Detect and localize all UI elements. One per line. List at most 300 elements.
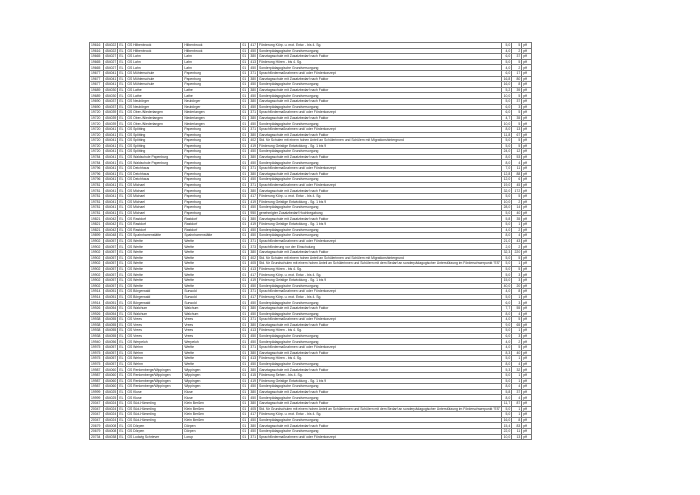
table-cell: 80 xyxy=(512,76,522,82)
table-cell: 19720 xyxy=(90,143,104,149)
table-cell: EL xyxy=(118,373,126,379)
table-cell: 6,0 xyxy=(502,104,512,110)
table-cell: EL xyxy=(118,328,126,334)
table-cell: pff xyxy=(522,395,532,401)
table-cell: 380 xyxy=(250,322,256,327)
table-cell: 5 xyxy=(512,110,522,116)
table-cell: Lathe xyxy=(183,87,241,93)
table-cell: pff xyxy=(522,82,532,88)
table-cell: 1 xyxy=(512,328,522,334)
table-cell: Papenburg xyxy=(183,154,241,160)
table-cell: Papenburg xyxy=(183,182,241,188)
table-cell: Wippingen xyxy=(183,373,241,379)
table-cell: GS Börgerwald xyxy=(126,289,183,295)
table-cell: pff xyxy=(522,216,532,222)
table-cell: 454039 xyxy=(105,115,117,120)
table-cell: Werlte xyxy=(183,261,241,267)
table-cell: Förderung Körp. u. mot. Entw. - bis 4. Sg. xyxy=(258,43,502,49)
table-cell: 32 xyxy=(512,367,522,373)
table-cell: 35 xyxy=(512,115,522,121)
table-cell: 6,0 xyxy=(502,70,512,76)
table-cell: 01 xyxy=(241,138,249,144)
table-cell: 19987 xyxy=(90,373,104,379)
table-cell: pff xyxy=(522,322,532,328)
table-cell: EL xyxy=(118,428,126,434)
table-cell: GS Werlte xyxy=(126,244,183,250)
table-cell: EL xyxy=(118,188,126,194)
table-cell: pff xyxy=(522,356,532,362)
table-cell: 454041 xyxy=(105,160,117,165)
table-cell: 450 xyxy=(250,429,256,434)
table-cell: pff xyxy=(522,233,532,239)
table-cell: 9,0 xyxy=(502,322,512,328)
table-cell: Papenburg xyxy=(183,194,241,200)
table-cell: 450 xyxy=(250,121,256,126)
table-cell: 454041 xyxy=(105,166,117,171)
table-cell: 454057 xyxy=(105,345,117,350)
table-cell: 454025 xyxy=(105,390,117,394)
table-cell: pff xyxy=(522,272,532,278)
table-cell: pff xyxy=(522,199,532,205)
table-cell: 454041 xyxy=(105,188,117,193)
table-cell: 454041 xyxy=(105,132,117,137)
table-cell: GS Mühlenschule xyxy=(126,82,183,88)
table-cell: pff xyxy=(522,361,532,367)
table-cell: 454041 xyxy=(105,205,117,210)
table-cell: EL xyxy=(118,132,126,138)
table-cell: 8,0 xyxy=(502,126,512,132)
table-cell: Klein Berßen xyxy=(183,417,241,423)
table-cell: 5,0 xyxy=(502,412,512,418)
table-cell: 01 xyxy=(241,300,249,306)
table-cell: 371 xyxy=(250,434,256,439)
table-cell: GS Lathe xyxy=(126,87,183,93)
table-cell: GS Dörpen xyxy=(126,423,183,429)
table-cell: 454057 xyxy=(105,272,117,277)
table-cell: pff xyxy=(522,333,532,339)
table-cell: 01 xyxy=(241,294,249,300)
table-cell: 454037 xyxy=(105,104,117,109)
table-cell: 5,8 xyxy=(502,216,512,222)
table-cell: pff xyxy=(522,238,532,244)
table-cell: 01 xyxy=(241,406,249,412)
table-cell: 19,0 xyxy=(503,183,511,188)
table-cell: 5,2 xyxy=(502,87,512,93)
table-cell: Sprachfördermaßnahmen und/ oder Förderkonzept xyxy=(258,238,502,244)
table-cell: 01 xyxy=(241,43,249,49)
table-cell: EL xyxy=(118,356,126,362)
table-cell: GS Süd-Hümmling xyxy=(126,412,183,418)
table-cell: Sprachfördermaßnahmen und/ oder Förderkonzept xyxy=(258,317,502,323)
table-cell: 450 xyxy=(250,205,256,210)
table-cell: 5,0 xyxy=(502,328,512,334)
table-cell: 454055 xyxy=(105,317,117,322)
table-cell: Papenburg xyxy=(183,126,241,132)
table-cell: EL xyxy=(118,177,126,183)
table-cell: EL xyxy=(118,160,126,166)
table-cell: Ganztagsschule mit Zusatzbedarf nach Faktor xyxy=(258,76,502,82)
table-cell: 19720 xyxy=(90,149,104,155)
table-cell: 01 xyxy=(241,289,249,295)
table-cell: 37 xyxy=(512,98,522,104)
table-cell: Papenburg xyxy=(183,166,241,172)
table-cell: Sonderpädagogische Grundversorgung xyxy=(258,121,502,127)
table-cell: Werlte xyxy=(183,255,241,261)
table-cell: 8,0 xyxy=(502,160,512,166)
table-cell: pff xyxy=(522,227,532,233)
table-cell: Rastdorf xyxy=(183,216,241,222)
table-cell: 19781 xyxy=(90,199,104,205)
table-cell: pff xyxy=(522,182,532,188)
table-cell: 5 xyxy=(512,266,522,272)
table-cell: GS Lahn xyxy=(126,59,183,65)
table-cell: GS Waldschule Papenburg xyxy=(126,154,183,160)
table-cell: Kluse xyxy=(183,389,241,395)
table-cell: 01 xyxy=(241,93,249,99)
table-cell: 39 xyxy=(512,87,522,93)
table-cell: Förderung Geistige Entwicklung - Sg. 1 bis 9 xyxy=(258,199,502,205)
table-cell: 01 xyxy=(241,434,249,440)
table-cell: 419 xyxy=(250,378,256,383)
table-cell: 01 xyxy=(241,65,249,71)
table-cell: 454041 xyxy=(105,177,117,182)
table-cell: EL xyxy=(118,395,126,401)
table-cell: 454025 xyxy=(105,395,117,400)
table-cell: 01 xyxy=(241,166,249,172)
table-cell: 1 xyxy=(512,378,522,384)
table-cell: Papenburg xyxy=(183,143,241,149)
table-cell: Sonderpädagogische Grundversorgung xyxy=(258,149,502,155)
table-cell: 4,0 xyxy=(502,317,512,323)
table-cell: 5,0 xyxy=(502,98,512,104)
table-cell: 20047 xyxy=(90,406,104,412)
table-cell: pff xyxy=(522,261,532,267)
table-cell: 1 xyxy=(512,356,522,362)
table-cell: EL xyxy=(118,93,126,99)
table-cell: 454057 xyxy=(105,283,117,288)
table-cell: 419 xyxy=(250,222,256,227)
table-cell: Sonderpädagogische Grundversorgung xyxy=(258,300,502,306)
table-cell: 20 xyxy=(512,283,522,289)
table-cell: 01 xyxy=(241,76,249,82)
table-cell: Ganztagsschule mit Zusatzbedarf nach Faktor xyxy=(258,188,502,194)
table-cell: 5 xyxy=(512,59,522,65)
table-cell: Sonderpädagogische Grundversorgung xyxy=(258,48,502,54)
table-cell: 19902 xyxy=(90,238,104,244)
table-cell: 380 xyxy=(250,188,256,193)
table-cell: EL xyxy=(118,59,126,65)
table-cell: 454027 xyxy=(105,59,117,64)
table-cell: EL xyxy=(118,182,126,188)
table-cell: 2 xyxy=(512,227,522,233)
table-cell: 8,0 xyxy=(502,154,512,160)
table-cell: Sprachfördermaßnahmen und/ oder Förderkonzept xyxy=(258,70,502,76)
table-cell: 19975 xyxy=(90,350,104,356)
table-cell: 83 xyxy=(512,423,522,429)
table-cell: 01 xyxy=(241,115,249,121)
table-cell: Sonderpädagogische Grundversorgung xyxy=(258,177,502,183)
table-cell: GS Werlte xyxy=(126,261,183,267)
table-cell: 417 xyxy=(250,194,256,199)
table-cell: GS Deichhaus xyxy=(126,171,183,177)
table-cell: GS Vrees xyxy=(126,322,183,328)
table-cell: EL xyxy=(118,121,126,127)
table-cell: GS Wehm xyxy=(126,345,183,351)
table-cell: 01 xyxy=(241,160,249,166)
table-cell: pff xyxy=(522,194,532,200)
table-cell: EL xyxy=(118,255,126,261)
table-cell: pff xyxy=(522,428,532,434)
table-cell: 4,0 xyxy=(502,289,512,295)
table-cell: Förderung Körp. u. mot. Entw. - bis 4. Sg. xyxy=(258,194,502,200)
table-cell: 14 xyxy=(512,205,522,211)
table-cell: 19784 xyxy=(90,154,104,160)
table-cell: GS Kluse xyxy=(126,395,183,401)
table-cell: EL xyxy=(118,294,126,300)
table-cell: pff xyxy=(522,289,532,295)
table-cell: Dörpen xyxy=(183,423,241,429)
table-cell: 01 xyxy=(241,205,249,211)
table-cell: 6,0 xyxy=(502,300,512,306)
table-cell: 15,4 xyxy=(503,423,511,428)
table-cell: EL xyxy=(118,110,126,116)
table-cell: pff xyxy=(522,339,532,345)
table-cell: 8,0 xyxy=(502,233,512,239)
table-cell: 01 xyxy=(241,378,249,384)
table-cell: Ganztagsschule mit Zusatzbedarf nach Faktor xyxy=(258,154,502,160)
table-cell: 19677 xyxy=(90,82,104,88)
table-cell: 01 xyxy=(241,333,249,339)
table-cell: 01 xyxy=(241,82,249,88)
table-cell: 454041 xyxy=(105,127,117,132)
table-cell: 01 xyxy=(241,272,249,278)
table-cell: GS Renkenberge/Wippingen xyxy=(126,378,183,384)
table-cell: EL xyxy=(118,423,126,429)
table-cell: 405 xyxy=(250,261,256,266)
table-cell: pff xyxy=(522,434,532,440)
table-cell: 01 xyxy=(241,345,249,351)
table-cell: 2 xyxy=(512,244,522,250)
table-cell: Std. für Schulen mit einem hohen Anteil an Schülerinnen und Schülern mit Migrationshintergrund xyxy=(258,138,502,144)
table-cell: 450 xyxy=(250,177,256,182)
table-cell: 55 xyxy=(512,305,522,311)
table-cell: 454057 xyxy=(105,244,117,249)
table-cell: 2 xyxy=(512,48,522,54)
table-cell: GS Mühlenschule xyxy=(126,76,183,82)
table-cell: 5,0 xyxy=(502,210,512,216)
table-cell: 419 xyxy=(250,143,256,148)
table-cell: 01 xyxy=(241,126,249,132)
table-cell: pff xyxy=(522,59,532,65)
table-cell: 454030 xyxy=(105,93,117,98)
table-cell: 450 xyxy=(250,82,256,87)
table-cell: Dörpen xyxy=(183,428,241,434)
table-cell: 454041 xyxy=(105,171,117,176)
table-cell: 40,0 xyxy=(503,283,511,288)
table-cell: GS Kluse xyxy=(126,389,183,395)
table-cell: 3 xyxy=(512,104,522,110)
table-cell: GS Splitting xyxy=(126,126,183,132)
table-cell: GS Rastdorf xyxy=(126,216,183,222)
table-cell: 1 xyxy=(512,222,522,228)
table-cell: 01 xyxy=(241,412,249,418)
table-cell: pff xyxy=(522,160,532,166)
table-cell: pff xyxy=(522,328,532,334)
table-cell: GS Werpeloh xyxy=(126,339,183,345)
table-cell: 413 xyxy=(250,356,256,361)
table-cell: 01 xyxy=(241,328,249,334)
table-cell: 380 xyxy=(250,171,256,176)
table-cell: pff xyxy=(522,43,532,49)
table-cell: 450 xyxy=(250,311,256,316)
table-cell: pff xyxy=(522,65,532,71)
table-cell: 5,0 xyxy=(502,138,512,144)
table-cell: GS Renkenberge/Wippingen xyxy=(126,373,183,379)
table-cell: Surwold xyxy=(183,294,241,300)
table-cell: EL xyxy=(118,300,126,306)
table-cell: 19690 xyxy=(90,104,104,110)
table-cell: Spahnharrenstätte xyxy=(183,233,241,239)
table-cell: 4,0 xyxy=(502,227,512,233)
table-cell: 5 xyxy=(512,143,522,149)
table-cell: 01 xyxy=(241,244,249,250)
table-cell: 01 xyxy=(241,54,249,60)
table-cell: 11 xyxy=(512,428,522,434)
table-cell: Sonderpädagogische Grundversorgung xyxy=(258,65,502,71)
table-cell: 19987 xyxy=(90,384,104,390)
table-cell: 01 xyxy=(241,154,249,160)
table-cell: pff xyxy=(522,300,532,306)
table-cell: 371 xyxy=(250,110,256,115)
table-cell: pff xyxy=(522,305,532,311)
table-cell: 454051 xyxy=(105,300,117,305)
table-cell: 405 xyxy=(250,406,256,411)
table-cell: Papenburg xyxy=(183,210,241,216)
table-cell: 5 xyxy=(512,138,522,144)
table-cell: 37 xyxy=(512,389,522,395)
table-cell: pff xyxy=(522,255,532,261)
table-cell: 01 xyxy=(241,401,249,407)
table-cell: GS Vrees xyxy=(126,317,183,323)
table-cell: 454041 xyxy=(105,194,117,199)
table-cell: Neubörger xyxy=(183,104,241,110)
table-cell: Ganztagsschule mit Zusatzbedarf nach Faktor xyxy=(258,132,502,138)
table-cell: Papenburg xyxy=(183,160,241,166)
table-cell: Walchum xyxy=(183,305,241,311)
table-cell: Förderung Hören - bis 4. Sg. xyxy=(258,328,502,334)
table-cell: EL xyxy=(118,350,126,356)
table-cell: 450 xyxy=(250,334,256,339)
table-cell: EL xyxy=(118,266,126,272)
table-cell: 19720 xyxy=(90,121,104,127)
table-cell: pff xyxy=(522,121,532,127)
table-cell: 19902 xyxy=(90,261,104,267)
table-cell: 5,0 xyxy=(502,194,512,200)
table-cell: Sonderpädagogische Grundversorgung xyxy=(258,361,502,367)
table-cell: 454057 xyxy=(105,238,117,243)
table-cell: 6,0 xyxy=(502,54,512,60)
table-cell: 454057 xyxy=(105,362,117,367)
table-cell: Sonderpädagogische Grundversorgung xyxy=(258,311,502,317)
table-cell: 19821 xyxy=(90,227,104,233)
table-cell: 5 xyxy=(512,345,522,351)
table-cell: 19902 xyxy=(90,283,104,289)
table-cell: EL xyxy=(118,311,126,317)
table-cell: EL xyxy=(118,272,126,278)
table-cell: 19616 xyxy=(90,48,104,54)
table-cell: Wippingen xyxy=(183,378,241,384)
table-cell: 454039 xyxy=(105,110,117,115)
table-cell: 19926 xyxy=(90,305,104,311)
table-cell: 01 xyxy=(241,356,249,362)
table-cell: EL xyxy=(118,244,126,250)
table-cell: 19665 xyxy=(90,54,104,60)
table-cell: 19665 xyxy=(90,65,104,71)
table-cell: Papenburg xyxy=(183,171,241,177)
table-cell: Ganztagsschule mit Zusatzbedarf nach Faktor xyxy=(258,216,502,222)
table-cell: 01 xyxy=(241,104,249,110)
table-cell: pff xyxy=(522,87,532,93)
table-cell: 419 xyxy=(250,278,256,283)
table-cell: GS Michael xyxy=(126,205,183,211)
table-cell: EL xyxy=(118,87,126,93)
table-row xyxy=(90,434,532,440)
table-cell: 01 xyxy=(241,194,249,200)
table-cell: 01 xyxy=(241,171,249,177)
table-cell: EL xyxy=(118,434,126,440)
table-cell: 67 xyxy=(512,132,522,138)
table-cell: Werlte xyxy=(183,283,241,289)
table-cell: Lahn xyxy=(183,65,241,71)
table-cell: 454060 xyxy=(105,384,117,389)
table-cell: 01 xyxy=(241,317,249,323)
table-cell: 413 xyxy=(250,59,256,64)
table-cell: 19987 xyxy=(90,378,104,384)
table-cell: EL xyxy=(118,48,126,54)
table-cell: 8,3 xyxy=(502,350,512,356)
table-cell: 7,0 xyxy=(502,166,512,172)
table-cell: 19902 xyxy=(90,272,104,278)
table-cell: 01 xyxy=(241,389,249,395)
table-cell: 454051 xyxy=(105,294,117,299)
table-cell: EL xyxy=(118,317,126,323)
table-cell: 3 xyxy=(512,277,522,283)
table-cell: EL xyxy=(118,384,126,390)
table-cell: 16,0 xyxy=(503,417,511,422)
table-cell: 413 xyxy=(250,266,256,271)
table-cell: Wippingen xyxy=(183,367,241,373)
table-cell: Werlte xyxy=(183,350,241,356)
table-cell: GS Ober-/Niederlangen xyxy=(126,121,183,127)
table-cell: Förderung Geistige Entwicklung - Sg. 1 bis 9 xyxy=(258,277,502,283)
table-cell: Förderung Geistige Entwicklung - Sg. 1 bis 9 xyxy=(258,143,502,149)
table-cell: 4,0 xyxy=(502,65,512,71)
table-cell: Lorup xyxy=(183,434,241,440)
table-cell: 454042 xyxy=(105,222,117,227)
table-cell: 380 xyxy=(250,76,256,81)
table-cell: GS Ober-/Niederlangen xyxy=(126,110,183,116)
table-cell: Kluse xyxy=(183,395,241,401)
table-cell: 454024 xyxy=(105,406,117,411)
table-cell: 2 xyxy=(512,339,522,345)
table-cell: 417 xyxy=(250,294,256,299)
table-cell: pff xyxy=(522,367,532,373)
table-cell: 380 xyxy=(250,115,256,120)
table-cell: pff xyxy=(522,54,532,60)
table-cell: 4,7 xyxy=(502,115,512,121)
table-cell: EL xyxy=(118,104,126,110)
table-cell: 413 xyxy=(250,328,256,333)
